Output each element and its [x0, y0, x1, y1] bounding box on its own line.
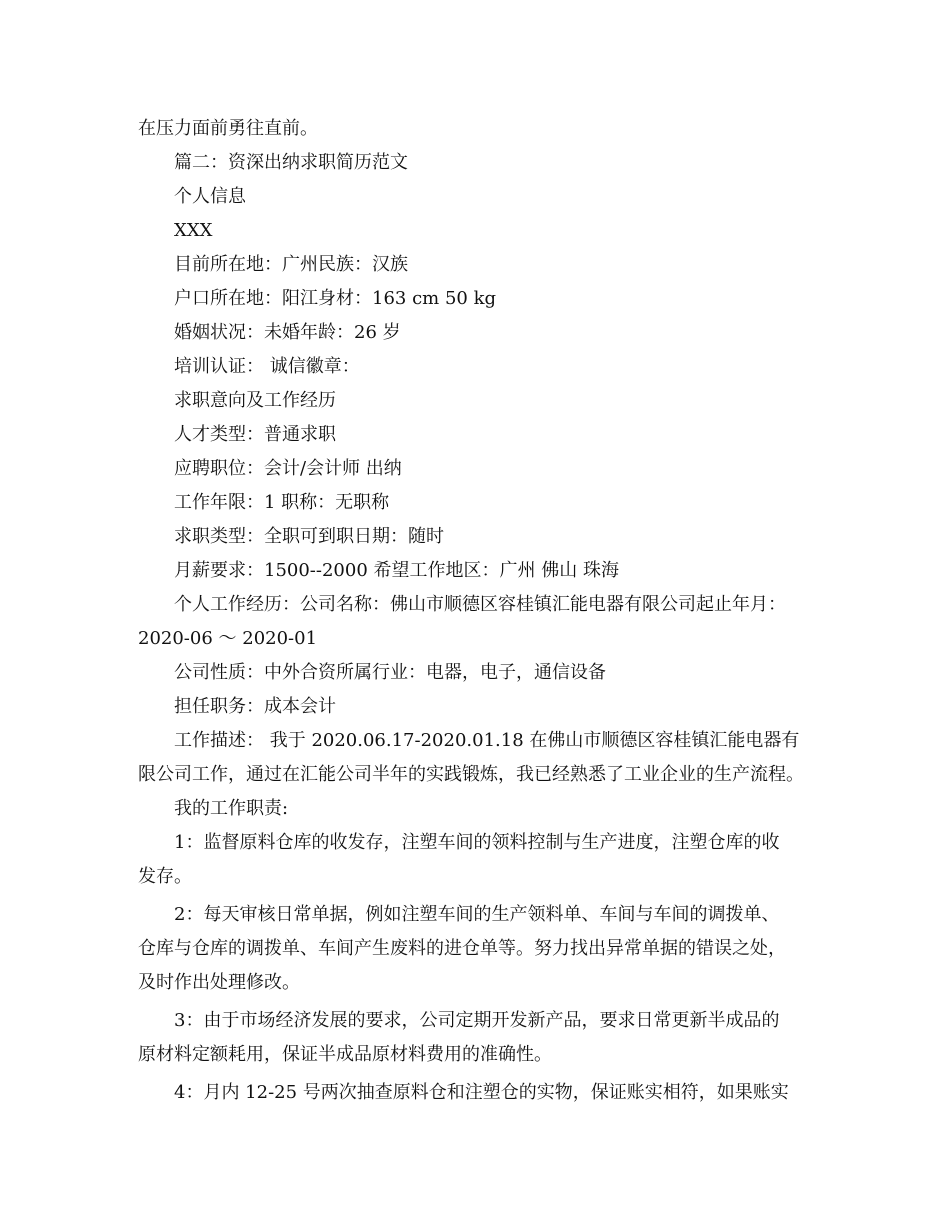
- text-line: 婚姻状况：未婚年龄：26 岁: [174, 322, 401, 343]
- candidate-name: XXX: [174, 220, 213, 241]
- text-line: 个人工作经历：公司名称：佛山市顺德区容桂镇汇能电器有限公司起止年月：: [174, 594, 786, 615]
- text-line: 应聘职位：会计/会计师 出纳: [174, 458, 402, 479]
- subsection-heading: 求职意向及工作经历: [174, 390, 336, 411]
- document-body: [138, 112, 828, 1110]
- text-line: 担任职务：成本会计: [174, 696, 336, 717]
- section-heading: 篇二：资深出纳求职简历范文: [174, 152, 408, 173]
- text-line: 工作年限：1 职称：无职称: [174, 492, 390, 513]
- text-line: 2：每天审核日常单据，例如注塑车间的生产领料单、车间与车间的调拨单、: [174, 904, 780, 925]
- text-line: 3：由于市场经济发展的要求，公司定期开发新产品，要求日常更新半成品的: [174, 1010, 780, 1031]
- text-line: 求职类型：全职可到职日期：随时: [174, 526, 444, 547]
- text-line: 4：月内 12-25 号两次抽查原料仓和注塑仓的实物，保证账实相符，如果账实: [174, 1082, 789, 1103]
- subsection-heading: 个人信息: [174, 186, 246, 207]
- text-line: 限公司工作，通过在汇能公司半年的实践锻炼，我已经熟悉了工业企业的生产流程。: [138, 764, 804, 785]
- text-line: 目前所在地：广州民族：汉族: [174, 254, 408, 275]
- text-line: 在压力面前勇往直前。: [138, 118, 318, 139]
- text-line: 工作描述： 我于 2020.06.17-2020.01.18 在佛山市顺德区容桂镇汇能电器有: [174, 730, 800, 751]
- text-line: 公司性质：中外合资所属行业：电器，电子，通信设备: [174, 662, 606, 683]
- text-line: 2020-06 ～ 2020-01: [138, 628, 318, 649]
- text-line: 培训认证： 诚信徽章：: [174, 356, 360, 377]
- text-line: 人才类型：普通求职: [174, 424, 336, 445]
- text-line: 发存。: [138, 866, 192, 887]
- text-line: 原材料定额耗用，保证半成品原材料费用的准确性。: [138, 1044, 552, 1065]
- text-line: 仓库与仓库的调拨单、车间产生废料的进仓单等。努力找出异常单据的错误之处，: [138, 938, 786, 959]
- text-line: 月薪要求：1500--2000 希望工作地区：广州 佛山 珠海: [174, 560, 619, 581]
- text-line: 我的工作职责:: [174, 798, 289, 819]
- text-line: 及时作出处理修改。: [138, 972, 300, 993]
- text-line: 1：监督原料仓库的收发存，注塑车间的领料控制与生产进度，注塑仓库的收: [174, 832, 780, 853]
- text-line: 户口所在地：阳江身材：163 cm 50 kg: [174, 288, 497, 309]
